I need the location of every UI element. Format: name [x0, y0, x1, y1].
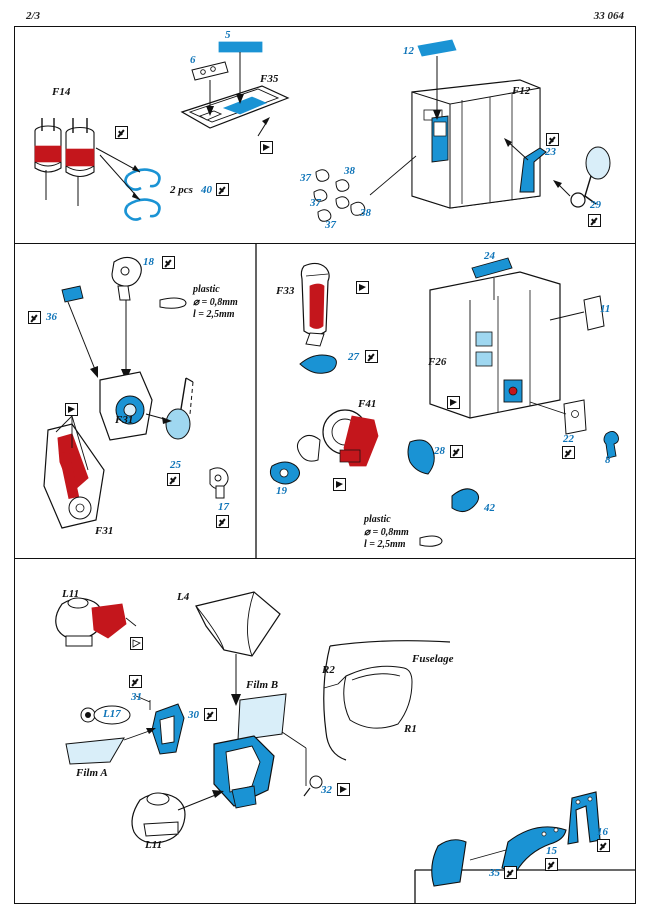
- label-22: 22: [563, 433, 574, 445]
- checkbox-30[interactable]: [204, 708, 217, 721]
- checkbox-31[interactable]: [129, 675, 142, 688]
- checkbox-35[interactable]: [504, 866, 517, 879]
- label-r1: R1: [404, 723, 417, 735]
- label-f33: F33: [276, 285, 295, 297]
- label-5: 5: [225, 29, 231, 41]
- checkbox-15[interactable]: [545, 858, 558, 871]
- checkbox-29[interactable]: [588, 214, 601, 227]
- label-film-a: Film A: [76, 767, 108, 779]
- label-8: 8: [605, 454, 611, 466]
- label-l11-lower: L11: [145, 839, 163, 851]
- label-fuselage: Fuselage: [412, 653, 454, 665]
- label-32: 32: [321, 784, 332, 796]
- label-25: 25: [170, 459, 181, 471]
- label-18: 18: [143, 256, 154, 268]
- label-24: 24: [484, 250, 495, 262]
- checkbox-28[interactable]: [450, 445, 463, 458]
- checkbox-l11[interactable]: [130, 637, 143, 650]
- label-l17: L17: [103, 708, 121, 720]
- label-f35: F35: [260, 73, 279, 85]
- label-15: 15: [546, 845, 557, 857]
- label-r2: R2: [322, 664, 335, 676]
- label-23: 23: [545, 146, 556, 158]
- label-12: 12: [403, 45, 414, 57]
- plastic-note-right: [364, 514, 409, 552]
- label-f31-upper: F31: [115, 414, 134, 426]
- label-29: 29: [590, 199, 601, 211]
- checkbox-40[interactable]: [216, 183, 229, 196]
- plastic-note-right-line3: l = 2,5mm: [364, 539, 406, 550]
- label-28: 28: [434, 445, 445, 457]
- label-17: 17: [218, 501, 229, 513]
- checkbox-27[interactable]: [365, 350, 378, 363]
- label-2pcs: 2 pcs: [170, 184, 193, 196]
- label-40: 40: [201, 184, 212, 196]
- checkbox-36[interactable]: [28, 311, 41, 324]
- label-19: 19: [276, 485, 287, 497]
- label-f31-lower: F31: [95, 525, 114, 537]
- checkbox-f41[interactable]: [333, 478, 346, 491]
- checkbox-16[interactable]: [597, 839, 610, 852]
- label-37-c: 37: [325, 219, 336, 231]
- label-38-a: 38: [344, 165, 355, 177]
- label-16: 16: [597, 826, 608, 838]
- label-6: 6: [190, 54, 196, 66]
- label-38-b: 38: [360, 207, 371, 219]
- page-number: 2/3: [26, 10, 41, 22]
- part-40-straps: [96, 148, 160, 220]
- plastic-note-left-line2: ⌀ = 0,8mm: [193, 296, 238, 308]
- label-l11-upper: L11: [62, 588, 80, 600]
- label-35: 35: [489, 867, 500, 879]
- part-f33-f41-assembly: [270, 258, 618, 546]
- checkbox-f31[interactable]: [65, 403, 78, 416]
- plastic-note-left-line1: plastic: [193, 284, 220, 295]
- checkbox-17[interactable]: [216, 515, 229, 528]
- plastic-note-left-line3: l = 2,5mm: [193, 309, 235, 320]
- plastic-note-right-line2: ⌀ = 0,8mm: [364, 526, 409, 538]
- label-l4: L4: [177, 591, 190, 603]
- part-f14: [35, 118, 94, 206]
- label-27: 27: [348, 351, 359, 363]
- checkbox-22[interactable]: [562, 446, 575, 459]
- checkbox-f26[interactable]: [447, 396, 460, 409]
- checkbox-f35[interactable]: [260, 141, 273, 154]
- label-31: 31: [131, 691, 142, 703]
- checkbox-32[interactable]: [337, 783, 350, 796]
- label-42: 42: [484, 502, 495, 514]
- label-f14: F14: [52, 86, 71, 98]
- label-f12: F12: [512, 85, 531, 97]
- label-film-b: Film B: [246, 679, 279, 691]
- label-f26: F26: [428, 356, 447, 368]
- checkbox-18[interactable]: [162, 256, 175, 269]
- label-f41: F41: [358, 398, 377, 410]
- label-37-b: 37: [310, 197, 321, 209]
- part-f12: [412, 40, 610, 208]
- kit-number: 33 064: [593, 10, 624, 22]
- label-37-a: 37: [300, 172, 311, 184]
- checkbox-f14[interactable]: [115, 126, 128, 139]
- plastic-note-left: [193, 284, 238, 322]
- checkbox-f33[interactable]: [356, 281, 369, 294]
- label-36: 36: [46, 311, 57, 323]
- label-30: 30: [188, 709, 199, 721]
- label-11: 11: [600, 303, 611, 315]
- checkbox-25[interactable]: [167, 473, 180, 486]
- part-f35: [182, 42, 288, 136]
- checkbox-23[interactable]: [546, 133, 559, 146]
- plastic-note-right-line1: plastic: [364, 514, 391, 525]
